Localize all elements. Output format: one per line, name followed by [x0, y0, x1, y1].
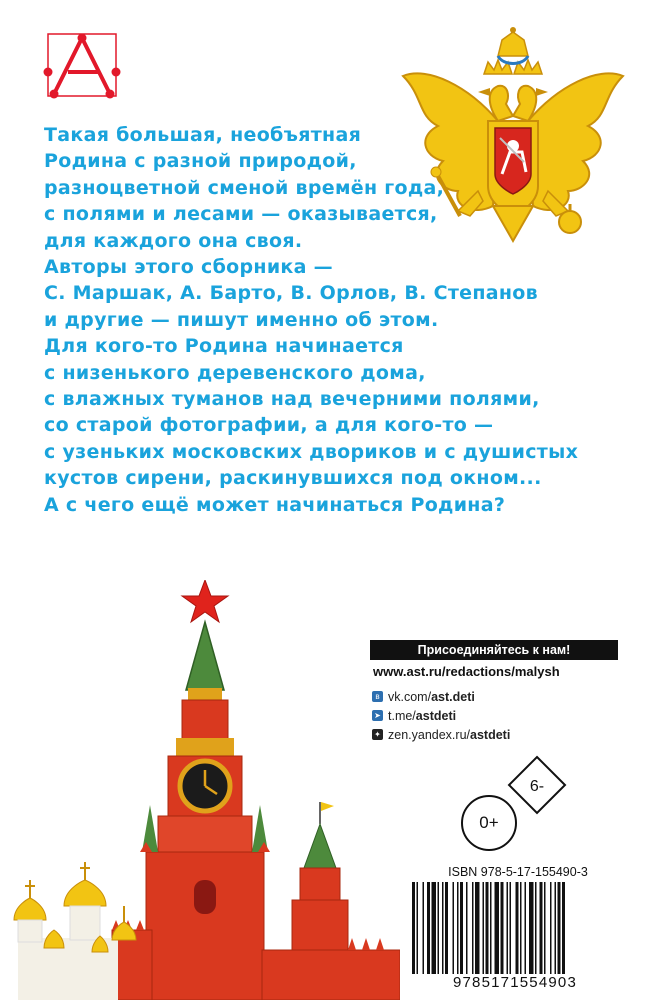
barcode-bar [483, 882, 485, 978]
kremlin-illustration [0, 580, 400, 1000]
isbn-label: ISBN 978-5-17-155490-3 [448, 865, 588, 879]
social-prefix: t.me/ [388, 708, 416, 723]
barcode-bar [562, 882, 565, 978]
barcode-bar [438, 882, 440, 978]
social-links [372, 687, 622, 744]
barcode-bar [540, 882, 543, 978]
barcode-bar [516, 882, 519, 978]
social-handle: astdeti [470, 727, 511, 742]
blurb-line: Для кого-то Родина начинается [44, 335, 404, 358]
barcode-bar [525, 882, 527, 978]
barcode-bar [412, 882, 415, 978]
barcode-bar [442, 882, 444, 978]
kremlin-star-icon [182, 580, 228, 622]
barcode-bar [460, 882, 463, 978]
telegram-icon: ➤ [372, 710, 383, 721]
blurb-line: с полями и лесами — оказывается, [44, 203, 438, 226]
social-link-zen[interactable] [372, 725, 622, 744]
barcode-bar [535, 882, 537, 978]
blurb-line: Родина с разной природой, [44, 150, 357, 173]
blurb-line: и другие — пишут именно об этом. [44, 308, 439, 331]
blurb-line: со старой фотографии, а для кого-то — [44, 414, 494, 437]
barcode-bar [529, 882, 534, 978]
social-link-vk[interactable] [372, 687, 622, 706]
zen-icon: ✦ [372, 729, 383, 740]
blurb-text [44, 122, 579, 518]
barcode-bar [486, 882, 489, 978]
barcode-bar [550, 882, 552, 978]
barcode [408, 882, 622, 982]
blurb-line: Такая большая, необъятная [44, 124, 362, 146]
blurb-line: С. Маршак, А. Барто, В. Орлов, В. Степанов [44, 282, 538, 305]
barcode-bar [427, 882, 430, 978]
blurb-line: с узеньких московских двориков и с душистых [44, 440, 579, 463]
blurb-line: А с чего ещё может начинаться Родина? [44, 493, 506, 516]
barcode-bar [472, 882, 474, 978]
barcode-bar [453, 882, 455, 978]
barcode-bar [555, 882, 557, 978]
barcode-bar [432, 882, 437, 978]
social-link-telegram[interactable] [372, 706, 622, 725]
blurb-line: разноцветной сменой времён года, [44, 176, 445, 199]
age-diamond-label: 6- [529, 778, 545, 795]
barcode-bar [457, 882, 459, 978]
publisher-logo-icon [42, 28, 124, 100]
barcode-bar [445, 882, 448, 978]
publisher-site-link[interactable]: www.ast.ru/redactions/malysh [373, 664, 560, 679]
barcode-bar [510, 882, 512, 978]
age-rating-diamond [507, 755, 567, 815]
social-handle: ast.deti [431, 689, 475, 704]
barcode-bar [490, 882, 492, 978]
social-handle: astdeti [415, 708, 457, 723]
join-us-banner: Присоединяйтесь к нам! [370, 640, 618, 660]
vk-icon: в [372, 691, 383, 702]
blurb-line: с влажных туманов над вечерними полями, [44, 388, 540, 411]
social-prefix: zen.yandex.ru/ [388, 727, 470, 742]
barcode-bar [466, 882, 468, 978]
barcode-bar [507, 882, 509, 978]
barcode-bar [423, 882, 425, 978]
barcode-bar [495, 882, 500, 978]
barcode-bar [544, 882, 546, 978]
barcode-bar [558, 882, 561, 978]
social-prefix: vk.com/ [388, 689, 432, 704]
blurb-line: для каждого она своя. [44, 229, 303, 252]
barcode-bar [475, 882, 480, 978]
blurb-line: с низенького деревенского дома, [44, 361, 426, 384]
age-rating-circle: 0+ [461, 795, 517, 851]
blurb-line: Авторы этого сборника — [44, 256, 333, 279]
barcode-digits: 9785171554903 [408, 974, 622, 991]
barcode-bar [520, 882, 522, 978]
barcode-bar [417, 882, 419, 978]
blurb-line: кустов сирени, раскинувшихся под окном... [44, 467, 542, 490]
barcode-bar [501, 882, 504, 978]
